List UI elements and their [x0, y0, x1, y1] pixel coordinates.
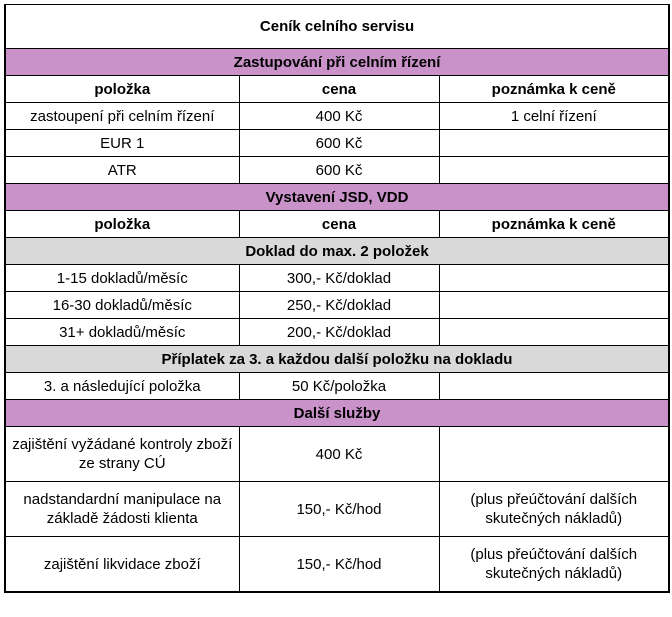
item-cell: 31+ dokladů/měsíc — [5, 319, 239, 346]
item-cell: ATR — [5, 157, 239, 184]
price-cell: 200,- Kč/doklad — [239, 319, 439, 346]
page-title: Ceník celního servisu — [5, 5, 669, 49]
item-cell: 1-15 dokladů/měsíc — [5, 265, 239, 292]
price-cell: 600 Kč — [239, 130, 439, 157]
item-cell: EUR 1 — [5, 130, 239, 157]
column-header-item: položka — [5, 211, 239, 238]
subsection-header-doc-limit: Doklad do max. 2 položek — [5, 238, 669, 265]
item-cell: zajištění likvidace zboží — [5, 537, 239, 593]
item-cell: 3. a následující položka — [5, 373, 239, 400]
section-header-documents: Vystavení JSD, VDD — [5, 184, 669, 211]
note-cell — [439, 427, 669, 482]
subsection-header-surcharge: Příplatek za 3. a každou další položku na dokladu — [5, 346, 669, 373]
table-row — [5, 373, 669, 400]
table-row — [5, 482, 669, 537]
table-row — [5, 157, 669, 184]
column-header-note: poznámka k ceně — [439, 211, 669, 238]
item-cell: nadstandardní manipulace na základě žádosti klienta — [5, 482, 239, 537]
note-cell — [439, 130, 669, 157]
note-cell — [439, 265, 669, 292]
note-cell — [439, 373, 669, 400]
note-cell: (plus přeúčtování dalších skutečných nákladů) — [439, 482, 669, 537]
price-cell: 400 Kč — [239, 103, 439, 130]
price-cell: 50 Kč/položka — [239, 373, 439, 400]
note-cell: 1 celní řízení — [439, 103, 669, 130]
column-header-price: cena — [239, 76, 439, 103]
column-header-item: položka — [5, 76, 239, 103]
price-cell: 600 Kč — [239, 157, 439, 184]
price-cell: 400 Kč — [239, 427, 439, 482]
price-cell: 300,- Kč/doklad — [239, 265, 439, 292]
section-header-other: Další služby — [5, 400, 669, 427]
note-cell: (plus přeúčtování dalších skutečných nákladů) — [439, 537, 669, 593]
price-cell: 150,- Kč/hod — [239, 537, 439, 593]
price-table — [4, 4, 670, 593]
column-header-price: cena — [239, 211, 439, 238]
section-header-representation: Zastupování při celním řízení — [5, 49, 669, 76]
column-header-note: poznámka k ceně — [439, 76, 669, 103]
item-cell: zajištění vyžádané kontroly zboží ze strany CÚ — [5, 427, 239, 482]
table-row — [5, 427, 669, 482]
table-row — [5, 265, 669, 292]
price-cell: 150,- Kč/hod — [239, 482, 439, 537]
note-cell — [439, 292, 669, 319]
table-row — [5, 103, 669, 130]
note-cell — [439, 157, 669, 184]
table-row — [5, 292, 669, 319]
note-cell — [439, 319, 669, 346]
table-row — [5, 537, 669, 593]
table-row — [5, 130, 669, 157]
price-cell: 250,- Kč/doklad — [239, 292, 439, 319]
table-row — [5, 319, 669, 346]
item-cell: 16-30 dokladů/měsíc — [5, 292, 239, 319]
item-cell: zastoupení při celním řízení — [5, 103, 239, 130]
